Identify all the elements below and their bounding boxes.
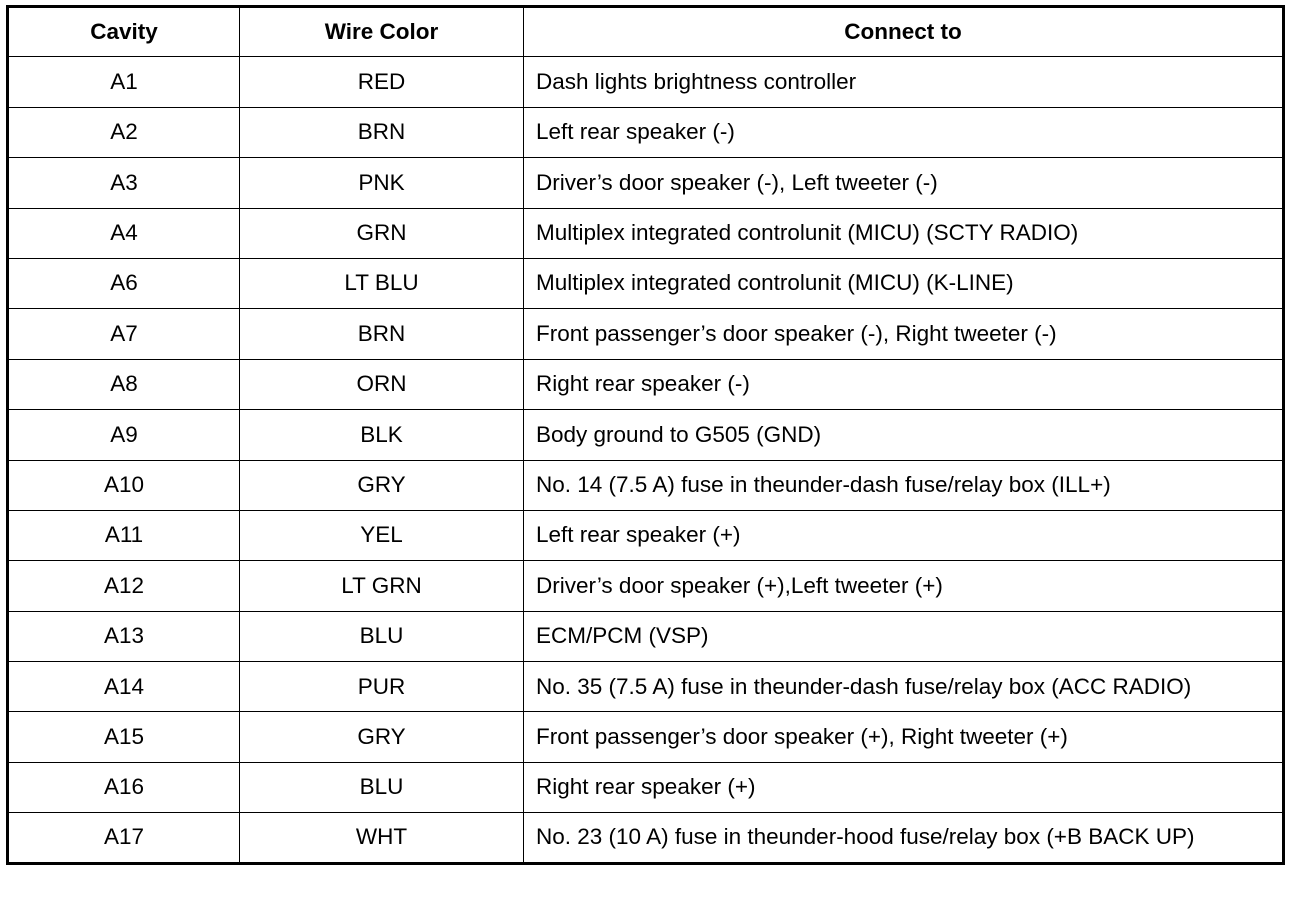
cell-cavity: A4 [8, 208, 240, 258]
cell-wire-color: PUR [240, 662, 524, 712]
cell-connect-to: Multiplex integrated controlunit (MICU) (K-LINE) [524, 258, 1284, 308]
cell-wire-color: ORN [240, 359, 524, 409]
cell-connect-to: Driver’s door speaker (+),Left tweeter (+) [524, 561, 1284, 611]
table-row [8, 611, 1284, 661]
cell-cavity: A14 [8, 662, 240, 712]
table-row [8, 410, 1284, 460]
cell-cavity: A9 [8, 410, 240, 460]
table-row [8, 460, 1284, 510]
cell-wire-color: BLU [240, 611, 524, 661]
cell-cavity: A8 [8, 359, 240, 409]
cell-connect-to: Right rear speaker (-) [524, 359, 1284, 409]
cell-cavity: A12 [8, 561, 240, 611]
cell-wire-color: BLK [240, 410, 524, 460]
table-row [8, 57, 1284, 107]
cell-connect-to: Left rear speaker (-) [524, 107, 1284, 157]
cell-cavity: A2 [8, 107, 240, 157]
cell-connect-to: Left rear speaker (+) [524, 510, 1284, 560]
cell-cavity: A17 [8, 813, 240, 863]
cell-connect-to: No. 14 (7.5 A) fuse in theunder-dash fuse/relay box (ILL+) [524, 460, 1284, 510]
table-row [8, 813, 1284, 863]
cell-connect-to: No. 23 (10 A) fuse in theunder-hood fuse/relay box (+B BACK UP) [524, 813, 1284, 863]
table-row [8, 309, 1284, 359]
cell-cavity: A15 [8, 712, 240, 762]
cell-cavity: A11 [8, 510, 240, 560]
cell-wire-color: BRN [240, 309, 524, 359]
header-wire-color: Wire Color [240, 7, 524, 57]
table-row [8, 762, 1284, 812]
cell-connect-to: Front passenger’s door speaker (+), Right tweeter (+) [524, 712, 1284, 762]
cell-connect-to: Multiplex integrated controlunit (MICU) (SCTY RADIO) [524, 208, 1284, 258]
cell-connect-to: Body ground to G505 (GND) [524, 410, 1284, 460]
table-body [8, 57, 1284, 863]
cell-connect-to: Right rear speaker (+) [524, 762, 1284, 812]
cell-cavity: A3 [8, 158, 240, 208]
cell-connect-to: ECM/PCM (VSP) [524, 611, 1284, 661]
cell-wire-color: GRY [240, 712, 524, 762]
cell-wire-color: GRY [240, 460, 524, 510]
cell-cavity: A1 [8, 57, 240, 107]
cell-wire-color: LT BLU [240, 258, 524, 308]
cell-wire-color: PNK [240, 158, 524, 208]
table-row [8, 158, 1284, 208]
table-row [8, 107, 1284, 157]
cell-wire-color: GRN [240, 208, 524, 258]
header-connect-to: Connect to [524, 7, 1284, 57]
cell-cavity: A16 [8, 762, 240, 812]
cell-wire-color: YEL [240, 510, 524, 560]
cell-wire-color: BRN [240, 107, 524, 157]
cell-wire-color: LT GRN [240, 561, 524, 611]
cell-connect-to: Front passenger’s door speaker (-), Right tweeter (-) [524, 309, 1284, 359]
cell-wire-color: RED [240, 57, 524, 107]
cell-connect-to: Dash lights brightness controller [524, 57, 1284, 107]
cell-connect-to: No. 35 (7.5 A) fuse in theunder-dash fuse/relay box (ACC RADIO) [524, 662, 1284, 712]
header-cavity: Cavity [8, 7, 240, 57]
cell-cavity: A13 [8, 611, 240, 661]
table-row [8, 561, 1284, 611]
table-header-row [8, 7, 1284, 57]
table-row [8, 258, 1284, 308]
table-row [8, 662, 1284, 712]
cell-cavity: A10 [8, 460, 240, 510]
table-row [8, 510, 1284, 560]
cell-cavity: A6 [8, 258, 240, 308]
pinout-table [6, 5, 1285, 865]
table-row [8, 208, 1284, 258]
table-row [8, 712, 1284, 762]
table-row [8, 359, 1284, 409]
pinout-table-container [6, 5, 1285, 865]
cell-cavity: A7 [8, 309, 240, 359]
cell-connect-to: Driver’s door speaker (-), Left tweeter (-) [524, 158, 1284, 208]
cell-wire-color: WHT [240, 813, 524, 863]
cell-wire-color: BLU [240, 762, 524, 812]
